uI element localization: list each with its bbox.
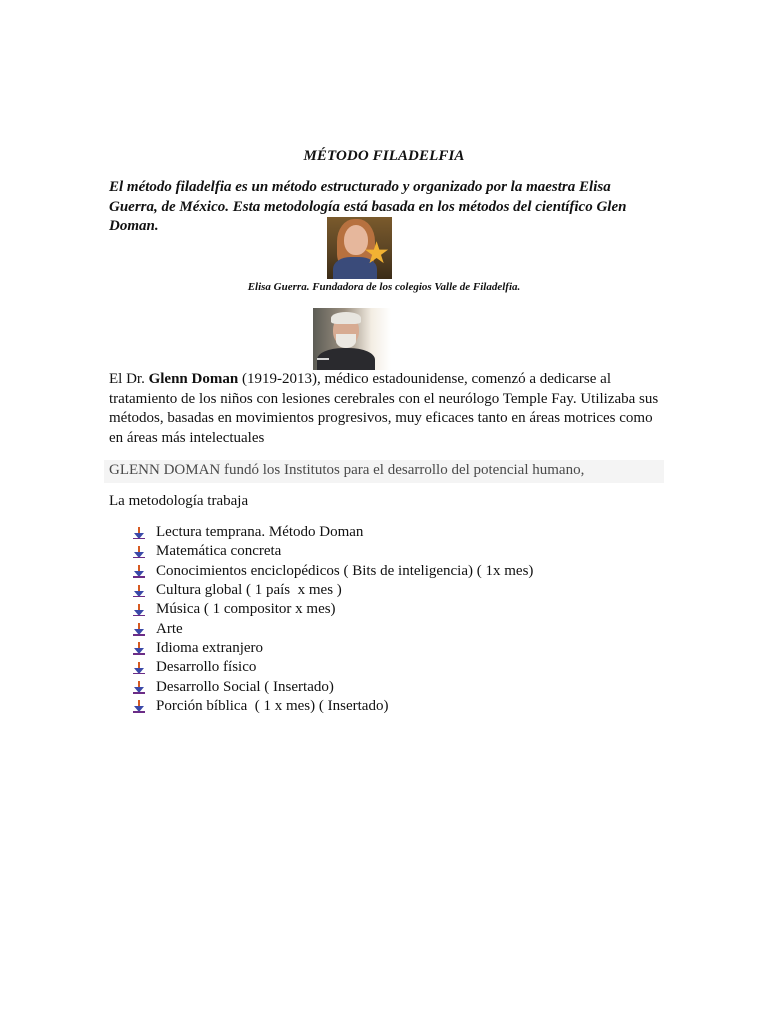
down-arrow-bullet-icon bbox=[133, 585, 145, 597]
down-arrow-bullet-icon bbox=[133, 623, 145, 635]
para-rest: (1919-2013), médico estadounidense, comenzó a dedicarse al tratamiento de los niños con lesiones cerebrales con el neurólogo Temple Fay. Utilizaba sus métodos, basadas en movimientos progresivos, muy eficaces tanto en áreas motrices como en áreas más intelectuales bbox=[109, 371, 659, 446]
intro-paragraph: El método filadelfia es un método estructurado y organizado por la maestra Elisa Guerra, de México. Esta metodología está basada en los métodos del científico Glen Doman. bbox=[109, 179, 627, 234]
list-item-label: Cultura global ( 1 país x mes ) bbox=[156, 582, 342, 599]
list-item-label: Conocimientos enciclopédicos ( Bits de inteligencia) ( 1x mes) bbox=[156, 562, 534, 579]
down-arrow-bullet-icon bbox=[133, 681, 145, 693]
list-item-label: Porción bíblica ( 1 x mes) ( Insertado) bbox=[156, 697, 389, 714]
glenn-doman-name: Glenn Doman bbox=[148, 371, 239, 387]
list-item bbox=[133, 639, 533, 658]
star-icon: ★ bbox=[363, 236, 390, 271]
list-item-label: Música ( 1 compositor x mes) bbox=[156, 601, 336, 618]
glenn-doman-photo bbox=[313, 308, 391, 370]
down-arrow-bullet-icon bbox=[133, 565, 145, 577]
list-item bbox=[133, 677, 533, 696]
list-item-label: Arte bbox=[156, 620, 183, 637]
method-items-list bbox=[133, 523, 533, 716]
list-item bbox=[133, 542, 533, 561]
down-arrow-bullet-icon bbox=[133, 604, 145, 616]
para-prefix: El Dr. bbox=[109, 371, 149, 387]
elisa-caption: Elisa Guerra. Fundadora de los colegios Valle de Filadelfia. bbox=[247, 281, 521, 293]
down-arrow-bullet-icon bbox=[133, 662, 145, 674]
photo-hair-shape bbox=[331, 312, 361, 324]
list-item bbox=[133, 697, 533, 716]
method-label: La metodología trabaja bbox=[109, 493, 249, 509]
down-arrow-bullet-icon bbox=[133, 642, 145, 654]
list-item bbox=[133, 523, 533, 542]
list-item bbox=[133, 581, 533, 600]
list-item-label: Idioma extranjero bbox=[156, 639, 264, 656]
list-item-label: Desarrollo físico bbox=[156, 659, 257, 676]
document-title: MÉTODO FILADELFIA bbox=[303, 148, 465, 164]
list-item bbox=[133, 658, 533, 677]
glenn-doman-paragraph bbox=[109, 370, 661, 448]
down-arrow-bullet-icon bbox=[133, 527, 145, 539]
list-item-label: Lectura temprana. Método Doman bbox=[156, 524, 364, 541]
photo-beard-shape bbox=[336, 334, 356, 348]
list-item-label: Matemática concreta bbox=[156, 543, 282, 560]
list-item bbox=[133, 600, 533, 619]
elisa-guerra-photo bbox=[327, 217, 392, 279]
list-item bbox=[133, 619, 533, 638]
down-arrow-bullet-icon bbox=[133, 700, 145, 712]
photo-name-tag bbox=[317, 358, 329, 360]
institutes-highlight-line: GLENN DOMAN fundó los Institutos para el desarrollo del potencial humano, bbox=[104, 460, 664, 483]
list-item-label: Desarrollo Social ( Insertado) bbox=[156, 678, 334, 695]
down-arrow-bullet-icon bbox=[133, 546, 145, 558]
list-item bbox=[133, 562, 533, 581]
